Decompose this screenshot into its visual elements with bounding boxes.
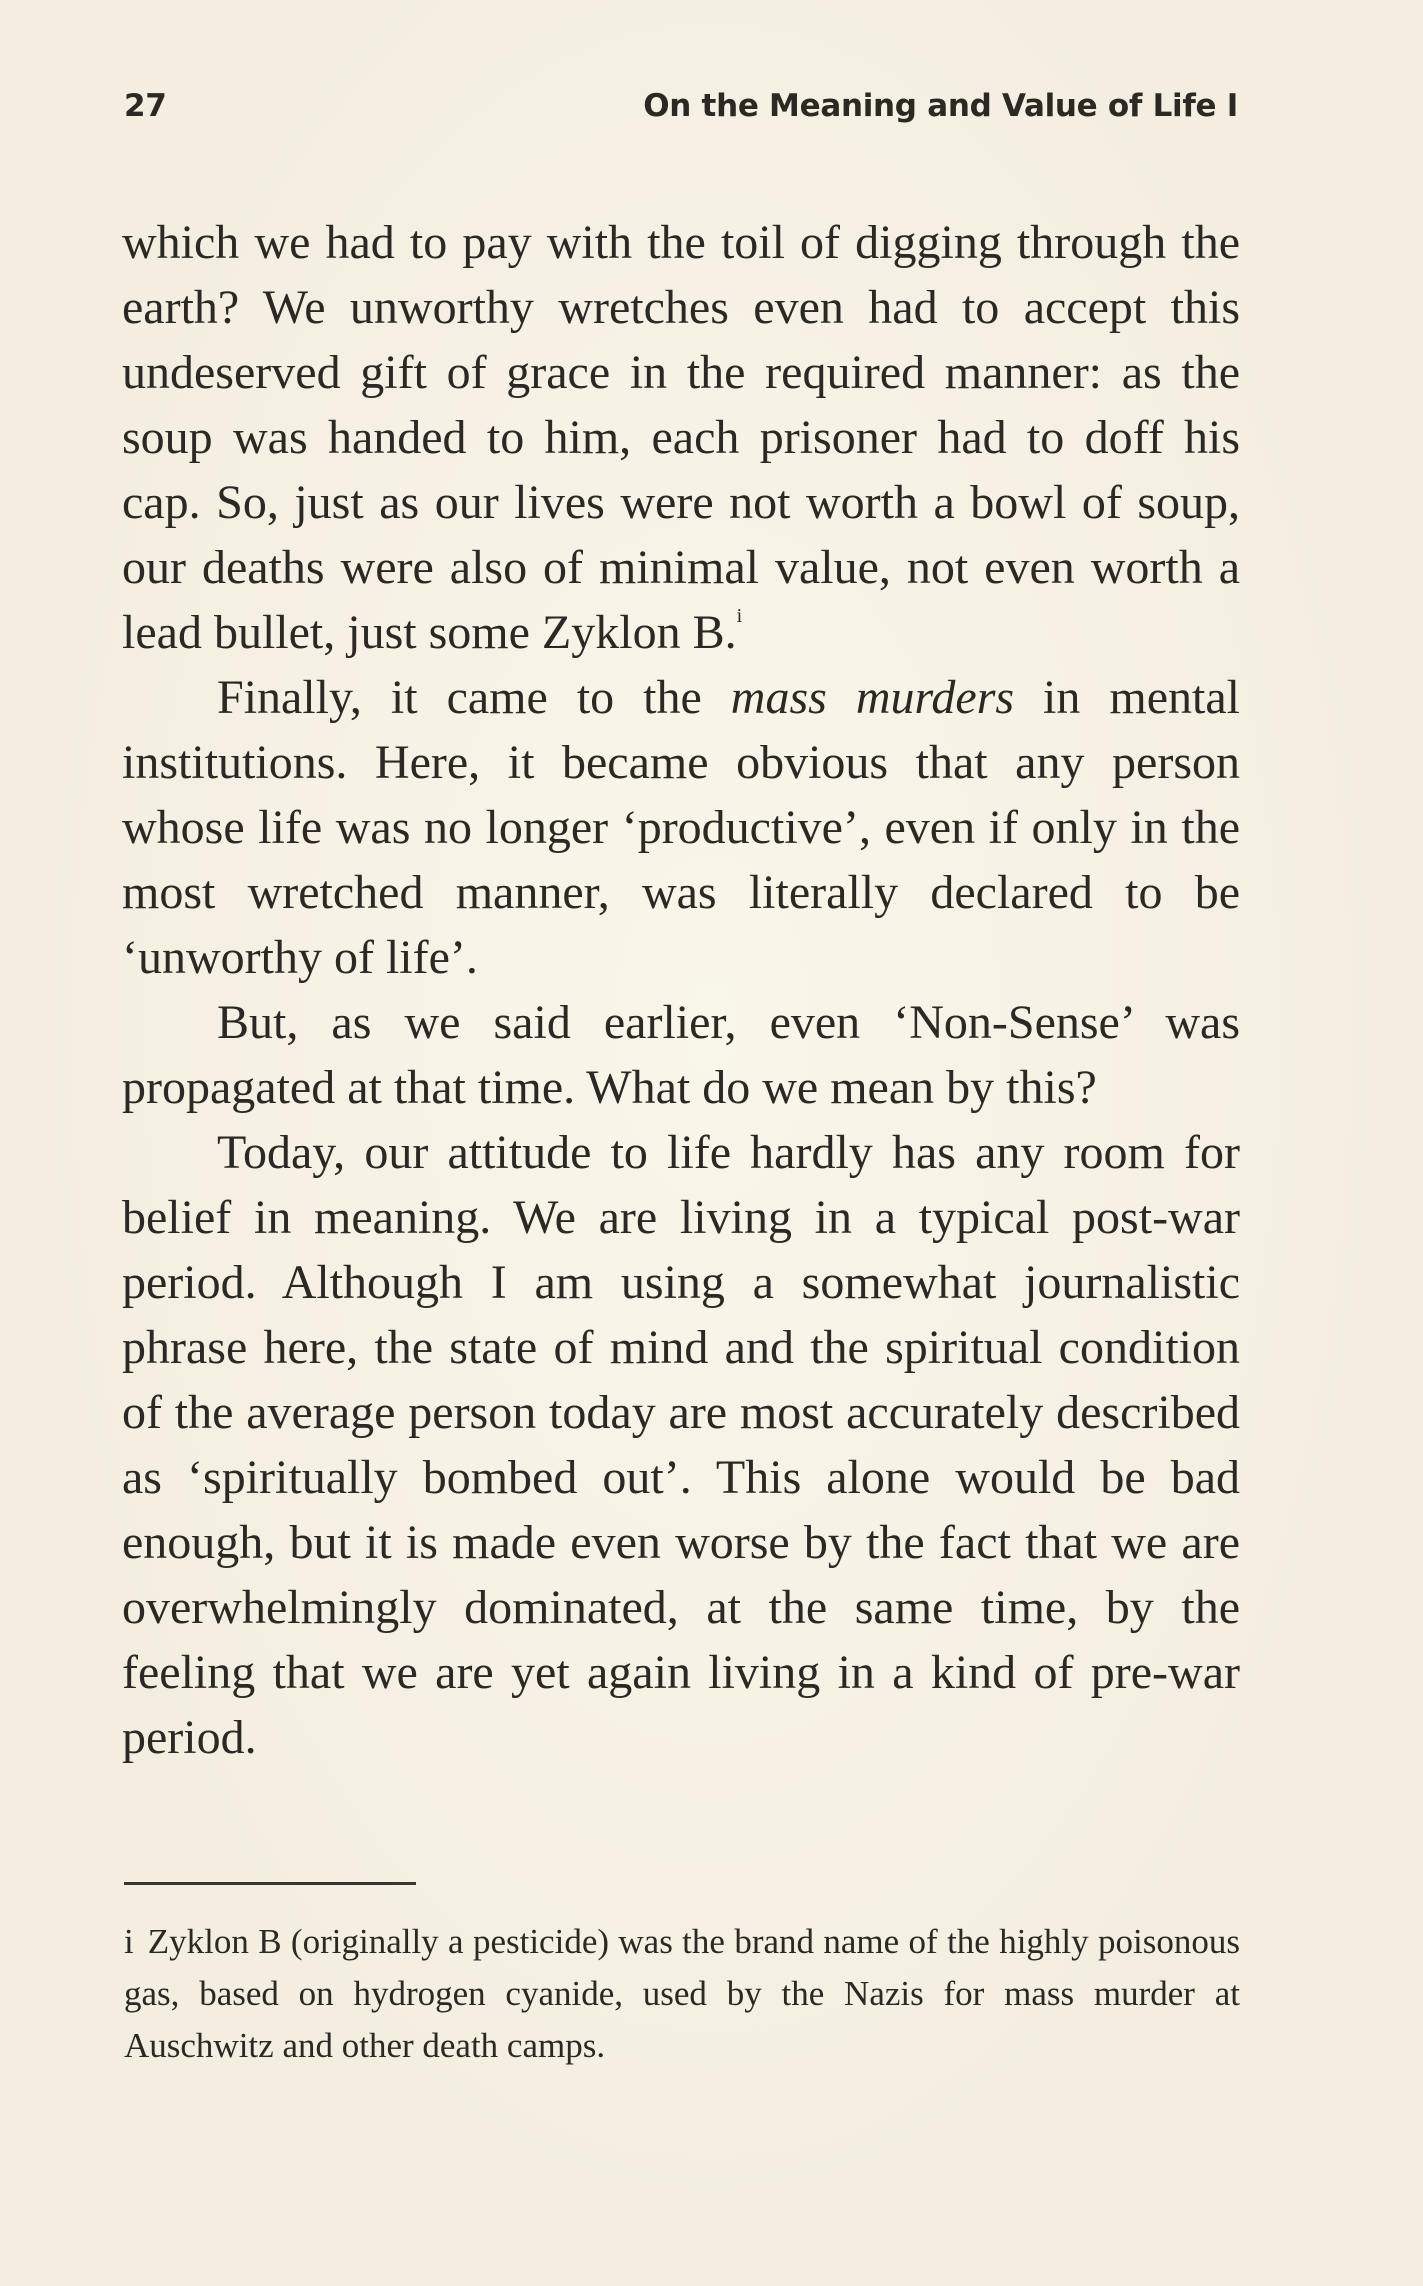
emphasis-mass-murders: mass murders xyxy=(730,671,1015,724)
paragraph-2-lead: Finally, it came to the xyxy=(217,671,731,724)
running-header xyxy=(124,88,1238,138)
paragraph-4: Today, our attitude to life hardly has any room for belief in meaning. We are living in a typical post-war period. Although I am using a somewhat journalistic phrase here, the state of mind and the spiritual condition of the average person today are most accurately described as ‘spiritually bombed out’. This alone would be bad enough, but it is made even worse by the fact that we are overwhelmingly dominated, at the same time, by the feeling that we are yet again living in a kind of pre-war period. xyxy=(122,1126,1240,1764)
footnote xyxy=(124,1916,1240,2072)
paragraph-2-rest: in mental institutions. Here, it became obvious that any person whose life was no longer ‘productive’, even if only in the most wretched manner, was literally declared to be ‘unworthy of life’. xyxy=(122,671,1240,984)
footnote-text: Zyklon B (originally a pesticide) was the brand name of the highly poisonous gas, based on hydrogen cyanide, used by the Nazis for mass murder at Auschwitz and other death camps. xyxy=(124,1922,1240,2065)
paragraph-1 xyxy=(122,210,1240,665)
page-number: 27 xyxy=(124,88,167,124)
paragraph-3: But, as we said earlier, even ‘Non-Sense’ was propagated at that time. What do we mean by this? xyxy=(122,996,1240,1114)
running-title: On the Meaning and Value of Life I xyxy=(643,88,1238,124)
footnote-divider xyxy=(124,1882,416,1885)
paragraph-1-text: which we had to pay with the toil of digging through the earth? We unworthy wretches even had to accept this undeserved gift of grace in the required manner: as the soup was handed to him, each prisoner had to doff his cap. So, just as our lives were not worth a bowl of soup, our deaths were also of minimal value, not even worth a lead bullet, just some Zyklon B. xyxy=(122,216,1240,659)
paragraph-2 xyxy=(122,665,1240,990)
footnote-reference: i xyxy=(736,605,743,627)
main-text xyxy=(122,210,1240,1770)
footnote-marker: i xyxy=(124,1922,134,1961)
